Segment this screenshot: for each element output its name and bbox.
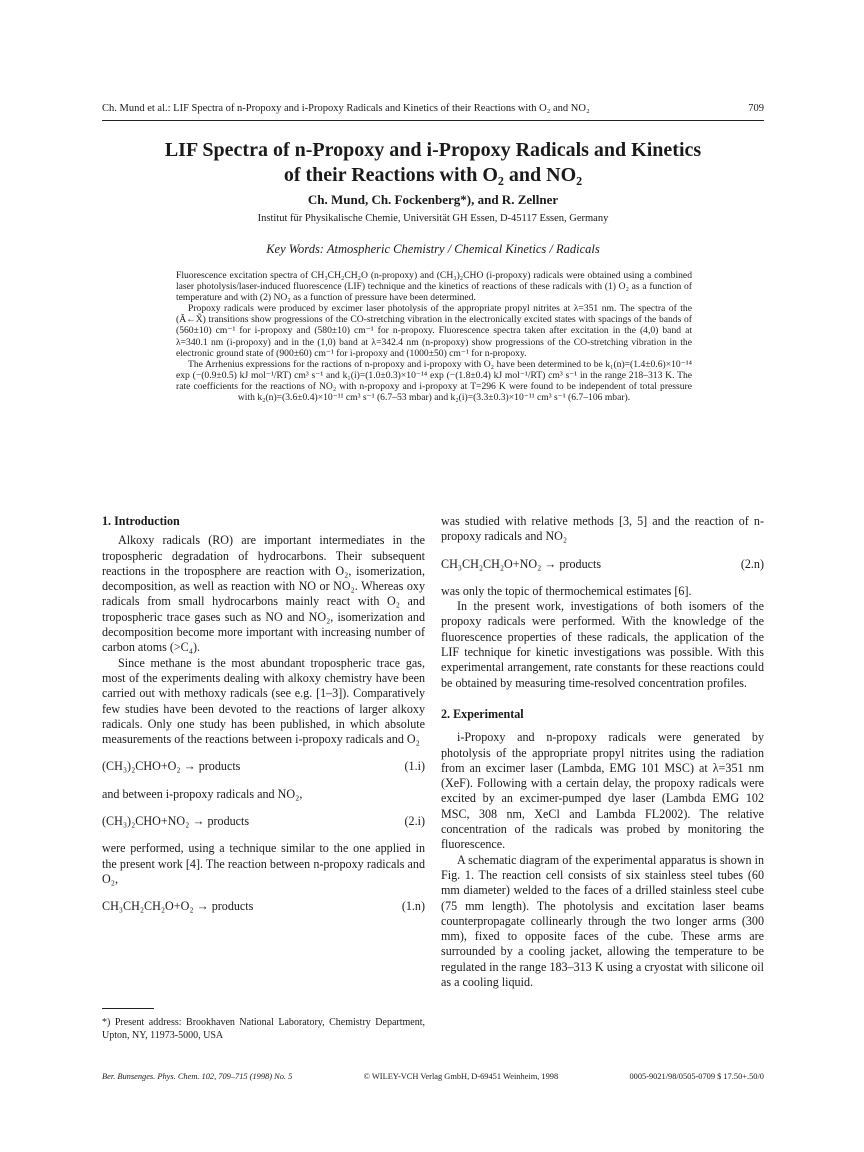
title-line-1: LIF Spectra of n-Propoxy and i-Propoxy Radicals and Kinetics xyxy=(164,139,702,161)
equation-2n xyxy=(441,557,764,572)
equation-1n xyxy=(102,899,425,914)
abstract xyxy=(176,270,692,403)
running-head xyxy=(102,103,764,114)
section-heading-experimental: 2. Experimental xyxy=(441,706,524,721)
affiliation: Institut für Physikalische Chemie, Universität GH Essen, D-45117 Essen, Germany xyxy=(257,213,609,224)
equation-text: (CH₃)₂CHO+O₂ → products xyxy=(102,759,241,774)
right-column xyxy=(441,514,764,990)
right-paragraph-1: was studied with relative methods [3, 5] and the reaction of n-propoxy radicals and NO₂ xyxy=(441,514,764,544)
header-rule xyxy=(102,120,764,121)
left-column xyxy=(102,514,425,927)
intro-paragraph-3: and between i-propoxy radicals and NO₂, xyxy=(102,786,303,801)
running-head-text: Ch. Mund et al.: LIF Spectra of n-Propoxy and i-Propoxy Radicals and Kinetics of their Reactions with O₂ and NO₂ xyxy=(102,103,590,114)
intro-paragraph-4: were performed, using a technique similar to the one applied in the present work [4]. The reaction between n-propoxy radicals and O₂, xyxy=(102,841,425,886)
article-title xyxy=(102,138,764,188)
abstract-paragraph-1: Fluorescence excitation spectra of CH₃CH₂CH₂O (n-propoxy) and (CH₃)₂CHO (i-propoxy) radicals were obtained using a combined laser photolysis/laser-induced fluorescence (LIF) technique and the kinetics of reactions of these radicals with (1) O₂ as a function of temperature and with (2) NO₂ as a function of pressure have been determined. xyxy=(176,270,692,304)
footnote: *) Present address: Brookhaven National Laboratory, Chemistry Department, Upton, NY, 11973-5000, USA xyxy=(102,1017,425,1041)
footer-journal: Ber. Bunsenges. Phys. Chem. 102, 709–715 (1998) No. 5 xyxy=(102,1072,293,1081)
title-line-2: of their Reactions with O₂ and NO₂ xyxy=(283,164,583,186)
intro-paragraph-1: Alkoxy radicals (RO) are important intermediates in the tropospheric degradation of hydrocarbons. Their subsequent reactions in the troposphere are reaction with O₂, isomerization, decomposition, as well as reaction with NO or NO₂. Whereas oxy radicals from small hydrocarbons mainly react with O₂ and tropospheric trace gases such as NO and NO₂, isomerization and decomposition become more important with increasing number of carbon atoms (>C₄). xyxy=(102,533,425,655)
abstract-paragraph-2: Propoxy radicals were produced by excimer laser photolysis of the appropriate propyl nitrites at λ=351 nm. The spectra of the (Ã←X̃) transitions show progressions of the CO-stretching vibration in the electronically excited states with spacings of the bands of (560±10) cm⁻¹ for i-propoxy and (580±10) cm⁻¹ for n-propoxy. Fluorescence spectra taken after excitation in the (4,0) band at λ=340.1 nm (i-propoxy) and in the (1,0) band at λ=342.4 nm (n-propoxy) show progressions of the CO-stretching vibration in the electronic ground state of (900±60) cm⁻¹ for i-propoxy and (1000±50) cm⁻¹ for n-propoxy. xyxy=(176,303,692,359)
keywords: Key Words: Atmospheric Chemistry / Chemical Kinetics / Radicals xyxy=(266,242,600,256)
section-heading-introduction: 1. Introduction xyxy=(102,514,180,528)
equation-label: (2.n) xyxy=(740,556,764,571)
page-footer xyxy=(102,1072,764,1081)
equation-label: (1.i) xyxy=(404,759,425,774)
equation-text: CH₃CH₂CH₂O+O₂ → products xyxy=(102,899,254,914)
right-paragraph-2: was only the topic of thermochemical estimates [6]. xyxy=(441,583,692,598)
equation-1i xyxy=(102,759,425,774)
page-number: 709 xyxy=(748,103,764,114)
equation-text: (CH₃)₂CHO+NO₂ → products xyxy=(102,814,250,829)
abstract-paragraph-3: The Arrhenius expressions for the ractions of n-propoxy and i-propoxy with O₂ have been determined to be k₁(n)=(1.4±0.6)×10⁻¹⁴ exp (−(0.9±0.5) kJ mol⁻¹/RT) cm³ s⁻¹ and k₁(i)=(1.0±0.3)×10⁻¹⁴ exp (−(1.8±0.4) kJ mol⁻¹/RT) cm³ s⁻¹ in the range 218–313 K. The rate coefficients for the reactions of NO₂ with n-propoxy and i-propoxy at T=296 K were found to be independent of total pressure with k₂(n)=(3.6±0.4)×10⁻¹¹ cm³ s⁻¹ (6.7–53 mbar) and k₂(i)=(3.3±0.3)×10⁻¹¹ cm³ s⁻¹ (6.7–106 mbar). xyxy=(176,358,692,404)
equation-text: CH₃CH₂CH₂O+NO₂ → products xyxy=(441,556,602,571)
footer-code: 0005-9021/98/0505-0709 $ 17.50+.50/0 xyxy=(629,1072,764,1081)
equation-label: (2.i) xyxy=(404,814,425,829)
intro-paragraph-2: Since methane is the most abundant tropospheric trace gas, most of the experiments dealing with alkoxy chemistry have been carried out with methoxy radicals (see e.g. [1–3]). Comparatively few studies have been devoted to the reactions of larger alkoxy radicals. Only one study has been published, in which absolute measurements of the reactions between i-propoxy radicals and O₂ xyxy=(102,655,425,747)
right-paragraph-3: In the present work, investigations of both isomers of the propoxy radicals were performed. With the knowledge of the fluorescence properties of these radicals, the application of the LIF technique for kinetic investigations was possible. With this experimental arrangement, rate constants for these reactions could be obtained by measuring time-resolved concentration profiles. xyxy=(441,599,764,690)
experimental-paragraph-2: A schematic diagram of the experimental apparatus is shown in Fig. 1. The reaction cell consists of six stainless steel tubes (60 mm diameter) welded to the faces of a drilled stainless steel cube (75 mm length). The photolysis and excitation laser beams counterpropagate collinearly through the two longer arms (300 mm), fixed to opposite faces of the cube. These arms are surrounded by a cooling jacket, allowing the temperature to be regulated in the range 183–313 K using a cryostat with silicone oil as a cooling liquid. xyxy=(441,852,764,990)
section-gap xyxy=(441,691,764,707)
equation-label: (1.n) xyxy=(401,899,425,914)
footnote-rule xyxy=(102,1008,154,1009)
equation-2i xyxy=(102,814,425,829)
experimental-paragraph-1: i-Propoxy and n-propoxy radicals were generated by photolysis of the appropriate propyl nitrites using the radiation from an excimer laser (Lambda, EMG 101 MSC) at λ=351 nm (XeF). Following with a certain delay, the propoxy radicals were excited by an excimer-pumped dye laser (Lambda EMG 102 MSC, 308 nm, XeCl and Lambda FL2002). The relative concentration of the radicals was probed by monitoring the fluorescence. xyxy=(441,730,764,852)
authors: Ch. Mund, Ch. Fockenberg*), and R. Zellner xyxy=(307,192,559,207)
footer-publisher: © WILEY-VCH Verlag GmbH, D-69451 Weinheim, 1998 xyxy=(363,1072,559,1081)
